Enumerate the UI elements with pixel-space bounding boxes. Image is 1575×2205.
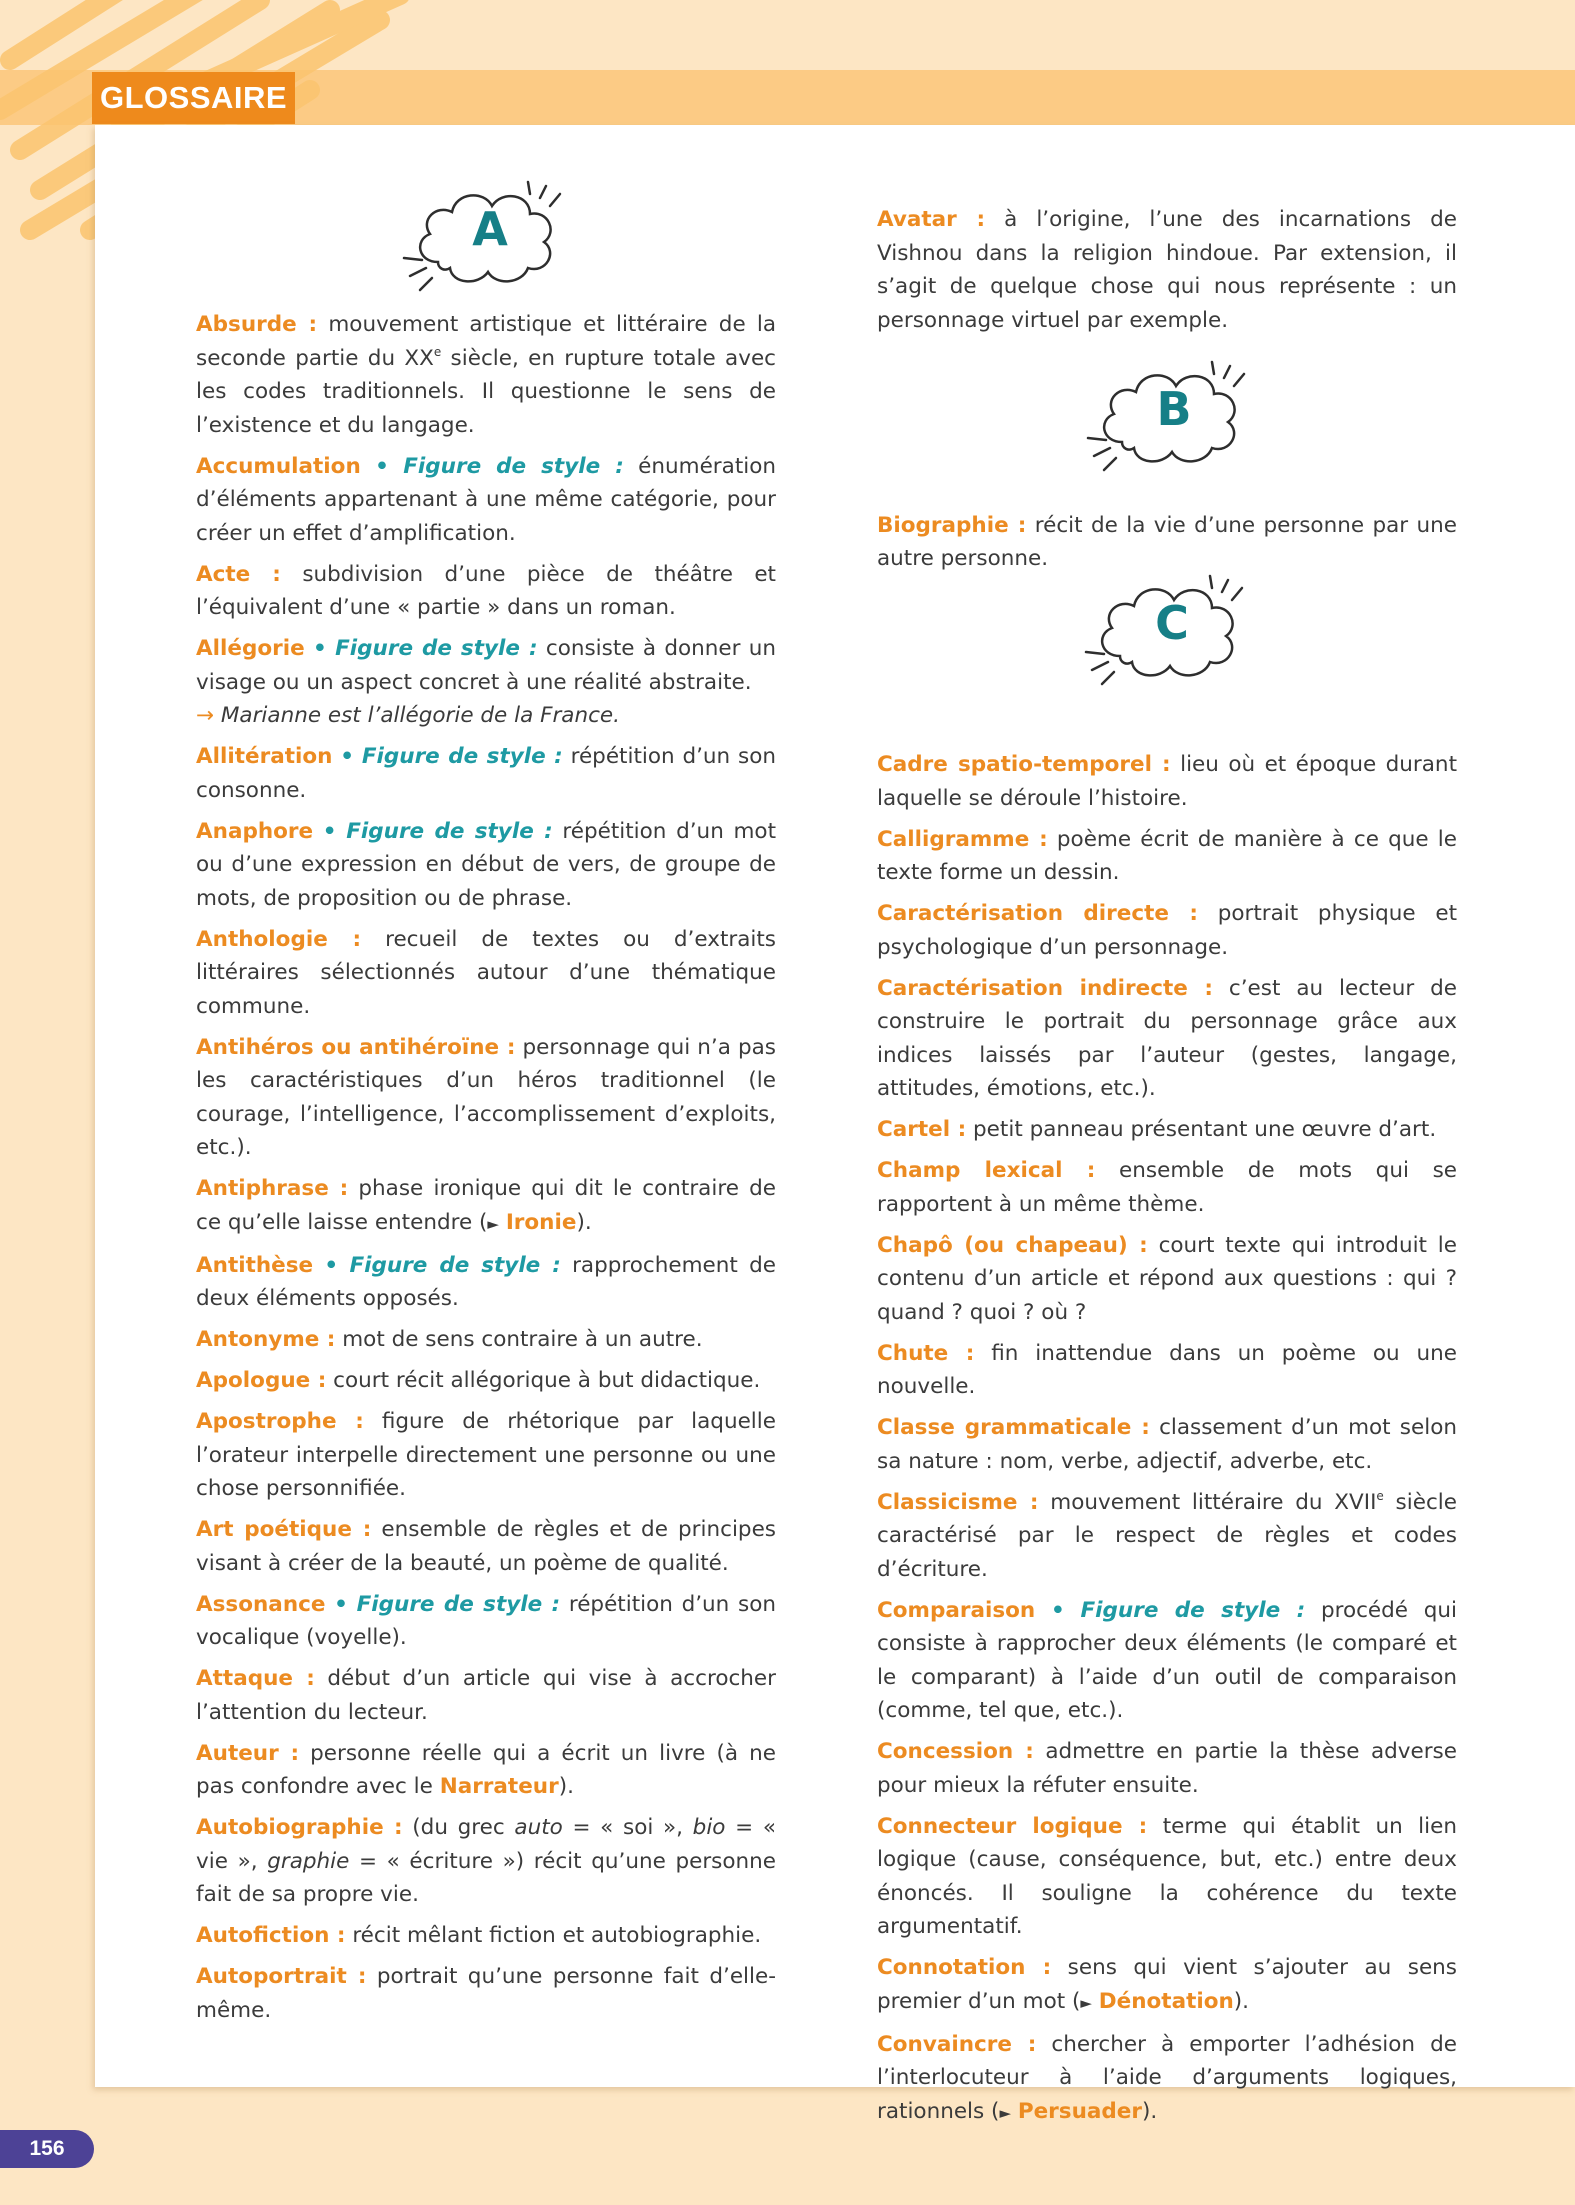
cross-reference-link[interactable]: Narrateur — [439, 1774, 559, 1799]
glossary-entry-chapo: Chapô (ou chapeau) : court texte qui introduit le contenu d’un article et répond aux questions : qui ? quand ? quoi ? où ? — [877, 1232, 1457, 1325]
glossary-entry-convaincre: Convaincre : chercher à emporter l’adhésion de l’interlocuteur à l’aide d’arguments logiques, rationnels (► Persuader). — [877, 2031, 1457, 2124]
triangle-arrow-icon: ► — [999, 2103, 1011, 2122]
glossary-entry-comparaison: Comparaison • Figure de style : procédé qui consiste à rapprocher deux éléments (le comparé et le comparant) à l’aide d’un outil de comparaison (comme, tel que, etc.). — [877, 1597, 1458, 1723]
section-letter-c: C — [1155, 596, 1189, 650]
glossary-entry-calligramme: Calligramme : poème écrit de manière à ce que le texte forme un dessin. — [877, 826, 1457, 885]
triangle-arrow-icon: ► — [487, 1214, 499, 1233]
glossary-column-right — [877, 203, 1457, 2138]
glossary-entry-assonance: Assonance • Figure de style : répétition d’un son vocalique (voyelle). — [196, 1591, 776, 1650]
glossary-entry-connecteur-logique: Connecteur logique : terme qui établit un lien logique (cause, conséquence, but, etc.) entre deux énoncés. Il souligne la cohérence du texte argumentatif. — [877, 1813, 1457, 1939]
glossary-column-left — [196, 308, 776, 2035]
glossary-entry-connotation: Connotation : sens qui vient s’ajouter au sens premier d’un mot (► Dénotation). — [877, 1955, 1457, 2014]
spacer — [877, 345, 1457, 509]
cross-reference-link[interactable]: Ironie — [505, 1209, 577, 1235]
glossary-entry-apostrophe: Apostrophe : figure de rhétorique par laquelle l’orateur interpelle directement une personne ou une chose personnifiée. — [196, 1409, 776, 1501]
glossary-entry-autobiographie: Autobiographie : (du grec auto = « soi », bio = « vie », graphie = « écriture ») récit qu’une personne fait de sa propre vie. — [196, 1815, 776, 1907]
glossary-entry-autofiction: Autofiction : récit mêlant fiction et autobiographie. — [196, 1923, 762, 1948]
glossary-entry-antonyme: Antonyme : mot de sens contraire à un autre. — [196, 1327, 703, 1352]
glossary-entry-anthologie: Anthologie : recueil de textes ou d’extraits littéraires sélectionnés autour d’une thématique commune. — [196, 926, 776, 1019]
glossary-entry-biographie: Biographie : récit de la vie d’une personne par une autre personne. — [877, 512, 1457, 571]
section-letter-a: A — [472, 202, 508, 256]
cross-reference-link[interactable]: Persuader — [1017, 2098, 1142, 2124]
glossary-entry-caracterisation-directe: Caractérisation directe : portrait physique et psychologique d’un personnage. — [877, 901, 1458, 960]
glossary-entry-cadre-spatio-temporel: Cadre spatio-temporel : lieu où et époque durant laquelle se déroule l’histoire. — [877, 752, 1457, 811]
page-number: 156 — [0, 2130, 94, 2168]
glossary-entry-art-poetique: Art poétique : ensemble de règles et de principes visant à créer de la beauté, un poème de qualité. — [196, 1517, 776, 1576]
page-title: GLOSSAIRE — [92, 72, 295, 124]
glossary-entry-anaphore: Anaphore • Figure de style : répétition d’un mot ou d’une expression en début de vers, de groupe de mots, de proposition ou de phrase. — [196, 818, 777, 911]
letter-badge-a — [400, 180, 580, 300]
glossary-entry-antiheros: Antihéros ou antihéroïne : personnage qui n’a pas les caractéristiques d’un héros traditionnel (le courage, l’intelligence, l’accomplissement d’exploits, etc.). — [196, 1034, 776, 1160]
glossary-entry-caracterisation-indirecte: Caractérisation indirecte : c’est au lecteur de construire le portrait du personnage grâce aux indices laissés par l’auteur (gestes, langage, attitudes, émotions, etc.). — [877, 975, 1457, 1101]
glossary-entry-concession: Concession : admettre en partie la thèse adverse pour mieux la réfuter ensuite. — [877, 1739, 1457, 1798]
glossary-entry-cartel: Cartel : petit panneau présentant une œuvre d’art. — [877, 1117, 1437, 1142]
glossary-entry-chute: Chute : fin inattendue dans un poème ou une nouvelle. — [877, 1340, 1457, 1399]
arrow-right-icon: → — [196, 703, 215, 728]
glossary-entry-champ-lexical: Champ lexical : ensemble de mots qui se rapportent à un même thème. — [877, 1158, 1458, 1217]
glossary-entry-apologue: Apologue : court récit allégorique à but didactique. — [196, 1368, 761, 1393]
glossary-entry-accumulation: Accumulation • Figure de style : énumération d’éléments appartenant à une même catégorie, pour créer un effet d’amplification. — [196, 453, 776, 546]
glossary-entry-acte: Acte : subdivision d’une pièce de théâtre et l’équivalent d’une « partie » dans un roman. — [196, 561, 776, 620]
cross-reference-link[interactable]: Dénotation — [1098, 1988, 1234, 2014]
glossary-entry-antiphrase: Antiphrase : phase ironique qui dit le contraire de ce qu’elle laisse entendre (► Ironie). — [196, 1176, 776, 1235]
glossary-entry-avatar: Avatar : à l’origine, l’une des incarnations de Vishnou dans la religion hindoue. Par extension, il s’agit de quelque chose qui nous représente : un personnage virtuel par exemple. — [877, 207, 1458, 333]
glossary-entry-absurde: Absurde : mouvement artistique et littéraire de la seconde partie du XXe siècle, en rupture totale avec les codes traditionnels. Il questionne le sens de l’existence et du langage. — [196, 312, 777, 438]
glossary-entry-classe-grammaticale: Classe grammaticale : classement d’un mot selon sa nature : nom, verbe, adjectif, adverbe, etc. — [877, 1415, 1457, 1474]
glossary-entry-attaque: Attaque : début d’un article qui vise à accrocher l’attention du lecteur. — [196, 1666, 776, 1725]
glossary-entry-autoportrait: Autoportrait : portrait qu’une personne fait d’elle-même. — [196, 1964, 776, 2023]
triangle-arrow-icon: ► — [1080, 1993, 1092, 2012]
glossary-entry-antithese: Antithèse • Figure de style : rapprochement de deux éléments opposés. — [196, 1252, 776, 1311]
spacer — [877, 583, 1457, 748]
glossary-entry-auteur: Auteur : personne réelle qui a écrit un livre (à ne pas confondre avec le Narrateur). — [196, 1740, 776, 1799]
section-letter-b: B — [1156, 382, 1192, 436]
glossary-entry-classicisme: Classicisme : mouvement littéraire du XVIIe siècle caractérisé par le respect de règles et codes d’écriture. — [877, 1488, 1457, 1582]
glossary-entry-alliteration: Allitération • Figure de style : répétition d’un son consonne. — [196, 744, 776, 803]
glossary-entry-allegorie: Allégorie • Figure de style : consiste à donner un visage ou un aspect concret à une réalité abstraite. → Marianne est l’allégorie de la France. — [196, 636, 777, 728]
